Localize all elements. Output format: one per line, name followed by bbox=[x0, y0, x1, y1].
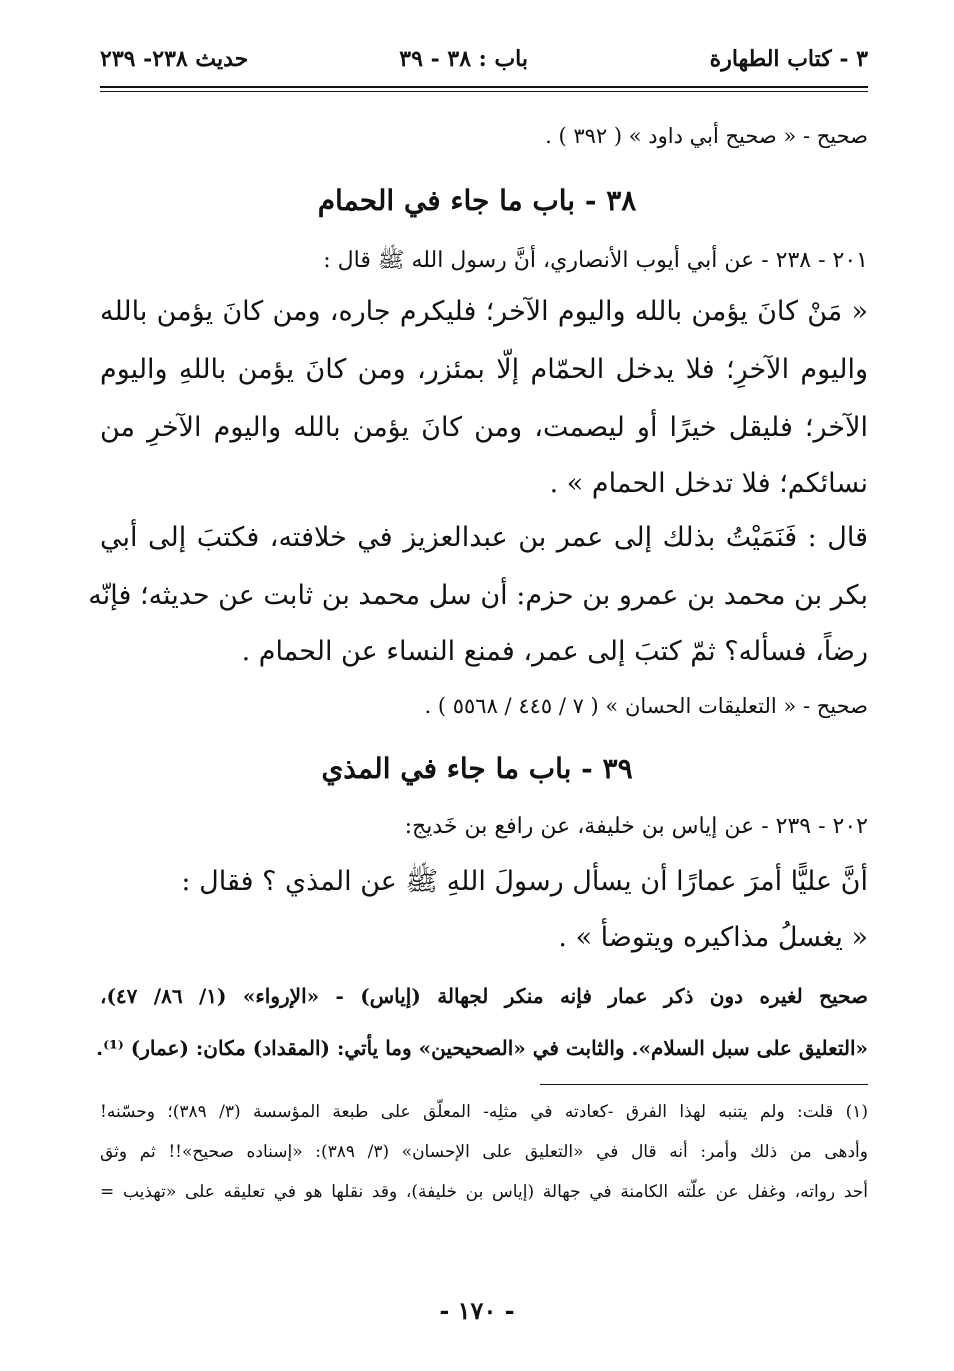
footnote-line: أحد رواته، وغفل عن علّته الكامنة في جهالة (إياس بن خليفة)، وقد نقلها هو في تعليقه على «تهذيب = bbox=[100, 1182, 868, 1202]
hadith-text-line: « يغسلُ مذاكيره ويتوضأ » . bbox=[558, 922, 868, 953]
header-rule-thick bbox=[100, 86, 868, 88]
source-note: صحيح - « التعليقات الحسان » ( ٧ / ٤٤٥ / ٥٥٦٨ ) . bbox=[424, 694, 868, 718]
header-chapters-range: باب : ٣٨ - ٣٩ bbox=[399, 46, 528, 72]
hadith-text-line: « مَنْ كانَ يؤمن بالله واليوم الآخر؛ فليكرم جاره، ومن كانَ يؤمن بالله bbox=[100, 296, 868, 327]
footnote-line: وأدهى من ذلك وأمر: أنه قال في «التعليق على الإحسان» (٣/ ٣٨٩): «إسناده صحيح»!! ثم وثق bbox=[100, 1142, 868, 1162]
page-number: - ١٧٠ - bbox=[439, 1296, 515, 1325]
hadith-text-line: نسائكم؛ فلا تدخل الحمام » . bbox=[549, 468, 868, 499]
header-chapter: ٣ - كتاب الطهارة bbox=[709, 46, 868, 72]
source-note: صحيح - « صحيح أبي داود » ( ٣٩٢ ) . bbox=[545, 124, 868, 148]
grading-note: «التعليق على سبل السلام». والثابت في «الصحيحين» وما يأتي: (المقداد) مكان: (عمار) ⁽¹⁾. bbox=[96, 1036, 868, 1060]
hadith-intro: ٢٠٢ - ٢٣٩ - عن إياس بن خليفة، عن رافع بن خَديج: bbox=[404, 814, 868, 839]
grading-note: صحيح لغيره دون ذكر عمار فإنه منكر لجهالة (إياس) - «الإرواء» (١/ ٨٦/ ٤٧)، bbox=[100, 984, 868, 1008]
chapter-title: ٣٨ - باب ما جاء في الحمام bbox=[317, 184, 637, 217]
chapter-title: ٣٩ - باب ما جاء في المذي bbox=[321, 752, 633, 785]
narration-line: قال : فَنَمَيْتُ بذلك إلى عمر بن عبدالعزيز في خلافته، فكتبَ إلى أبي bbox=[100, 522, 868, 553]
narration-line: بكر بن محمد بن عمرو بن حزم: أن سل محمد بن ثابت عن حديثه؛ فإنّه bbox=[88, 580, 868, 611]
narration-line: رضاً، فسأله؟ ثمّ كتبَ إلى عمر، فمنع النساء عن الحمام . bbox=[241, 636, 868, 667]
hadith-text-line: الآخر؛ فليقل خيرًا أو ليصمت، ومن كانَ يؤمن بالله واليوم الآخرِ من bbox=[100, 412, 868, 443]
hadith-intro: ٢٠١ - ٢٣٨ - عن أبي أيوب الأنصاري، أنَّ رسول الله ﷺ قال : bbox=[323, 248, 868, 273]
hadith-text-line: أنَّ عليًّا أمرَ عمارًا أن يسأل رسولَ اللهِ ﷺ عن المذي ؟ فقال : bbox=[181, 866, 868, 897]
hadith-text-line: واليوم الآخرِ؛ فلا يدخل الحمّام إلّا بمئزر، ومن كانَ يؤمن باللهِ واليوم bbox=[100, 354, 868, 385]
header-rule-thin bbox=[100, 91, 868, 92]
footnote-separator bbox=[540, 1084, 868, 1085]
running-header bbox=[100, 46, 868, 86]
header-hadith-range: حديث ٢٣٨- ٢٣٩ bbox=[100, 46, 249, 72]
footnote-line: (١) قلت: ولم يتنبه لهذا الفرق -كعادته في مثلِه- المعلّق على طبعة المؤسسة (٣/ ٣٨٩)؛ وحسّنه! bbox=[100, 1102, 868, 1122]
